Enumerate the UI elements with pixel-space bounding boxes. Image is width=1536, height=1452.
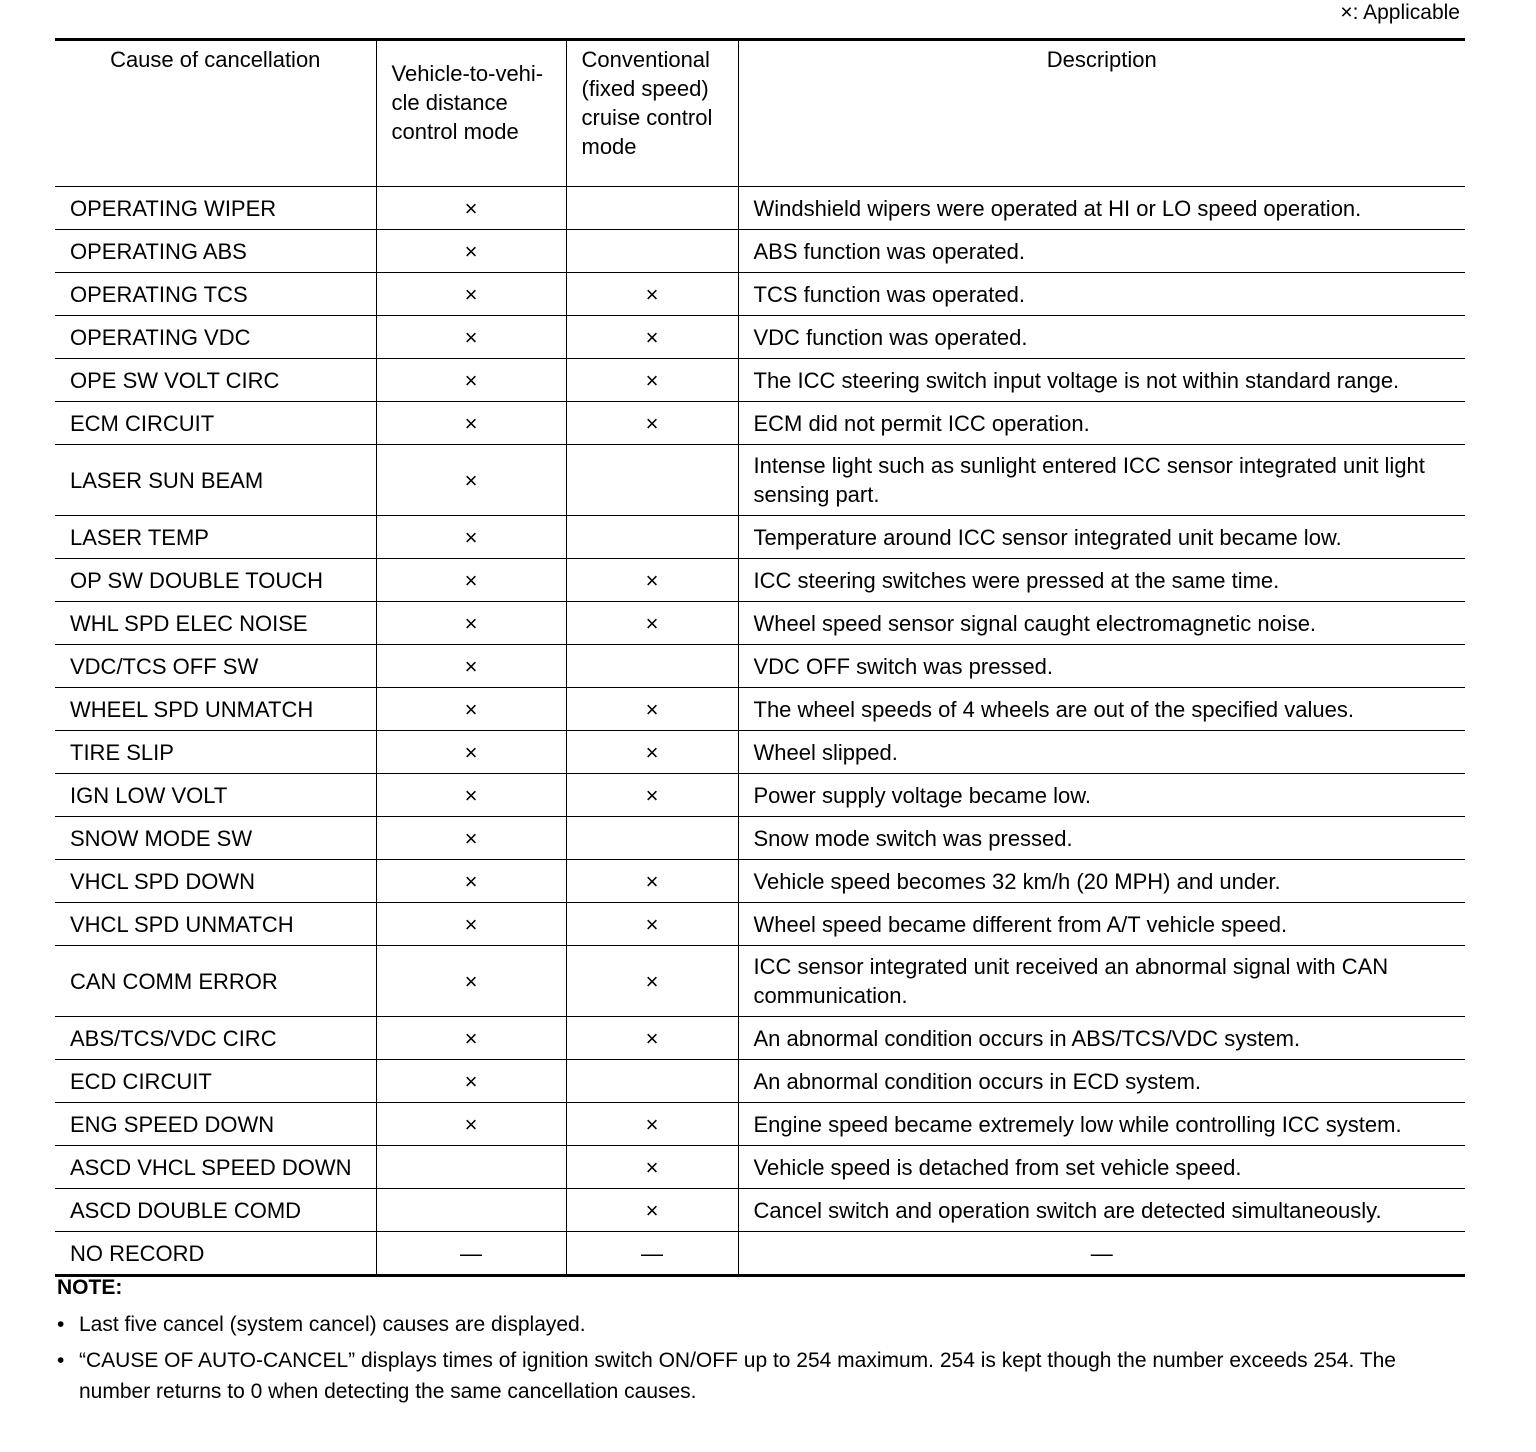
cause-cell: ABS/TCS/VDC CIRC (55, 1017, 376, 1060)
vtv-mode-cell: × (376, 559, 566, 602)
table-row (55, 445, 1465, 516)
cause-cell: VDC/TCS OFF SW (55, 645, 376, 688)
cause-cell: SNOW MODE SW (55, 817, 376, 860)
table-row (55, 516, 1465, 559)
conventional-mode-cell (566, 817, 738, 860)
description-cell: ICC steering switches were pressed at the same time. (738, 559, 1465, 602)
cause-cell: VHCL SPD UNMATCH (55, 903, 376, 946)
description-cell: VDC OFF switch was pressed. (738, 645, 1465, 688)
conventional-mode-cell (566, 187, 738, 230)
vtv-mode-cell: × (376, 688, 566, 731)
vtv-mode-cell: × (376, 602, 566, 645)
vtv-mode-cell: × (376, 774, 566, 817)
header-conventional-mode: Conventional (fixed speed) cruise control mode (566, 40, 738, 187)
conventional-mode-cell: × (566, 273, 738, 316)
conventional-mode-cell: × (566, 316, 738, 359)
table-row (55, 230, 1465, 273)
description-cell: Vehicle speed is detached from set vehicle speed. (738, 1146, 1465, 1189)
conventional-mode-cell: × (566, 1017, 738, 1060)
vtv-mode-cell: × (376, 1103, 566, 1146)
vtv-mode-cell: × (376, 903, 566, 946)
cause-cell: ECD CIRCUIT (55, 1060, 376, 1103)
description-cell: An abnormal condition occurs in ECD system. (738, 1060, 1465, 1103)
description-cell: Engine speed became extremely low while controlling ICC system. (738, 1103, 1465, 1146)
table-row (55, 1146, 1465, 1189)
table-row (55, 860, 1465, 903)
description-cell: Wheel slipped. (738, 731, 1465, 774)
vtv-mode-cell: × (376, 1017, 566, 1060)
description-cell: — (738, 1232, 1465, 1276)
note-title: NOTE: (57, 1276, 123, 1299)
description-cell: ECM did not permit ICC operation. (738, 402, 1465, 445)
cause-cell: CAN COMM ERROR (55, 946, 376, 1017)
note-bullet: • “CAUSE OF AUTO-CANCEL” displays times of ignition switch ON/OFF up to 254 maximum. 254 is kept though the number exceeds 254. The number returns to 0 when detecting the same cancellation causes. (57, 1345, 1467, 1407)
conventional-mode-cell: × (566, 774, 738, 817)
table-body (55, 187, 1465, 1276)
vtv-mode-cell (376, 1146, 566, 1189)
cause-cell: OPERATING VDC (55, 316, 376, 359)
description-cell: An abnormal condition occurs in ABS/TCS/VDC system. (738, 1017, 1465, 1060)
table-row (55, 359, 1465, 402)
table-row (55, 946, 1465, 1017)
description-cell: The wheel speeds of 4 wheels are out of the specified values. (738, 688, 1465, 731)
note-bullet-text: “CAUSE OF AUTO-CANCEL” displays times of ignition switch ON/OFF up to 254 maximum. 254 is kept though the number exceeds 254. The number returns to 0 when detecting the same cancellation causes. (79, 1349, 1396, 1403)
table-row (55, 402, 1465, 445)
cause-cell: ECM CIRCUIT (55, 402, 376, 445)
vtv-mode-cell: × (376, 273, 566, 316)
table-row (55, 559, 1465, 602)
cause-cell: OP SW DOUBLE TOUCH (55, 559, 376, 602)
conventional-mode-cell: × (566, 359, 738, 402)
cause-cell: OPERATING ABS (55, 230, 376, 273)
vtv-mode-cell: × (376, 516, 566, 559)
vtv-mode-cell: × (376, 860, 566, 903)
conventional-mode-cell: — (566, 1232, 738, 1276)
conventional-mode-cell: × (566, 559, 738, 602)
table-row (55, 1017, 1465, 1060)
conventional-mode-cell (566, 445, 738, 516)
cause-cell: NO RECORD (55, 1232, 376, 1276)
description-cell: Wheel speed sensor signal caught electromagnetic noise. (738, 602, 1465, 645)
table-row (55, 688, 1465, 731)
cause-cell: LASER TEMP (55, 516, 376, 559)
applicable-legend: ×: Applicable (1340, 1, 1460, 24)
description-cell: Cancel switch and operation switch are detected simultaneously. (738, 1189, 1465, 1232)
table-row (55, 1060, 1465, 1103)
description-cell: Wheel speed became different from A/T vehicle speed. (738, 903, 1465, 946)
cause-cell: TIRE SLIP (55, 731, 376, 774)
conventional-mode-cell: × (566, 1189, 738, 1232)
conventional-mode-cell: × (566, 402, 738, 445)
table-row (55, 645, 1465, 688)
conventional-mode-cell: × (566, 1146, 738, 1189)
conventional-mode-cell: × (566, 688, 738, 731)
vtv-mode-cell: × (376, 946, 566, 1017)
cancellation-causes-table (55, 38, 1465, 1277)
cause-cell: OPE SW VOLT CIRC (55, 359, 376, 402)
cause-cell: ENG SPEED DOWN (55, 1103, 376, 1146)
cause-cell: OPERATING TCS (55, 273, 376, 316)
description-cell: Intense light such as sunlight entered ICC sensor integrated unit light sensing part. (738, 445, 1465, 516)
conventional-mode-cell: × (566, 903, 738, 946)
note-section (57, 1272, 1467, 1412)
vtv-mode-cell: × (376, 1060, 566, 1103)
cause-cell: IGN LOW VOLT (55, 774, 376, 817)
vtv-mode-cell: × (376, 316, 566, 359)
conventional-mode-cell: × (566, 946, 738, 1017)
vtv-mode-cell: × (376, 187, 566, 230)
vtv-mode-cell: × (376, 230, 566, 273)
table-row (55, 903, 1465, 946)
conventional-mode-cell: × (566, 1103, 738, 1146)
vtv-mode-cell: × (376, 817, 566, 860)
vtv-mode-cell: — (376, 1232, 566, 1276)
description-cell: TCS function was operated. (738, 273, 1465, 316)
description-cell: Vehicle speed becomes 32 km/h (20 MPH) and under. (738, 860, 1465, 903)
description-cell: The ICC steering switch input voltage is not within standard range. (738, 359, 1465, 402)
cause-cell: ASCD VHCL SPEED DOWN (55, 1146, 376, 1189)
conventional-mode-cell (566, 645, 738, 688)
vtv-mode-cell: × (376, 445, 566, 516)
table-row (55, 774, 1465, 817)
vtv-mode-cell: × (376, 402, 566, 445)
cause-cell: ASCD DOUBLE COMD (55, 1189, 376, 1232)
note-bullet-text: Last five cancel (system cancel) causes are displayed. (79, 1313, 586, 1336)
vtv-mode-cell (376, 1189, 566, 1232)
conventional-mode-cell (566, 1060, 738, 1103)
header-description: Description (738, 40, 1465, 187)
description-cell: Power supply voltage became low. (738, 774, 1465, 817)
description-cell: Windshield wipers were operated at HI or LO speed operation. (738, 187, 1465, 230)
conventional-mode-cell (566, 516, 738, 559)
conventional-mode-cell: × (566, 860, 738, 903)
description-cell: ABS function was operated. (738, 230, 1465, 273)
table-row (55, 817, 1465, 860)
table-row (55, 1189, 1465, 1232)
vtv-mode-cell: × (376, 359, 566, 402)
table-row (55, 316, 1465, 359)
cause-cell: OPERATING WIPER (55, 187, 376, 230)
table-row (55, 273, 1465, 316)
cause-cell: LASER SUN BEAM (55, 445, 376, 516)
table-row (55, 1232, 1465, 1276)
header-cause: Cause of cancellation (55, 40, 376, 187)
cause-cell: WHEEL SPD UNMATCH (55, 688, 376, 731)
table-row (55, 1103, 1465, 1146)
description-cell: Temperature around ICC sensor integrated unit became low. (738, 516, 1465, 559)
cause-cell: WHL SPD ELEC NOISE (55, 602, 376, 645)
table-row (55, 602, 1465, 645)
description-cell: ICC sensor integrated unit received an abnormal signal with CAN communication. (738, 946, 1465, 1017)
header-vtv-mode: Vehicle-to-vehi-cle distance control mode (376, 40, 566, 187)
description-cell: Snow mode switch was pressed. (738, 817, 1465, 860)
cause-cell: VHCL SPD DOWN (55, 860, 376, 903)
conventional-mode-cell: × (566, 602, 738, 645)
note-bullet: • Last five cancel (system cancel) causes are displayed. (57, 1309, 1467, 1340)
conventional-mode-cell: × (566, 731, 738, 774)
vtv-mode-cell: × (376, 731, 566, 774)
description-cell: VDC function was operated. (738, 316, 1465, 359)
table-row (55, 187, 1465, 230)
vtv-mode-cell: × (376, 645, 566, 688)
table-row (55, 731, 1465, 774)
conventional-mode-cell (566, 230, 738, 273)
